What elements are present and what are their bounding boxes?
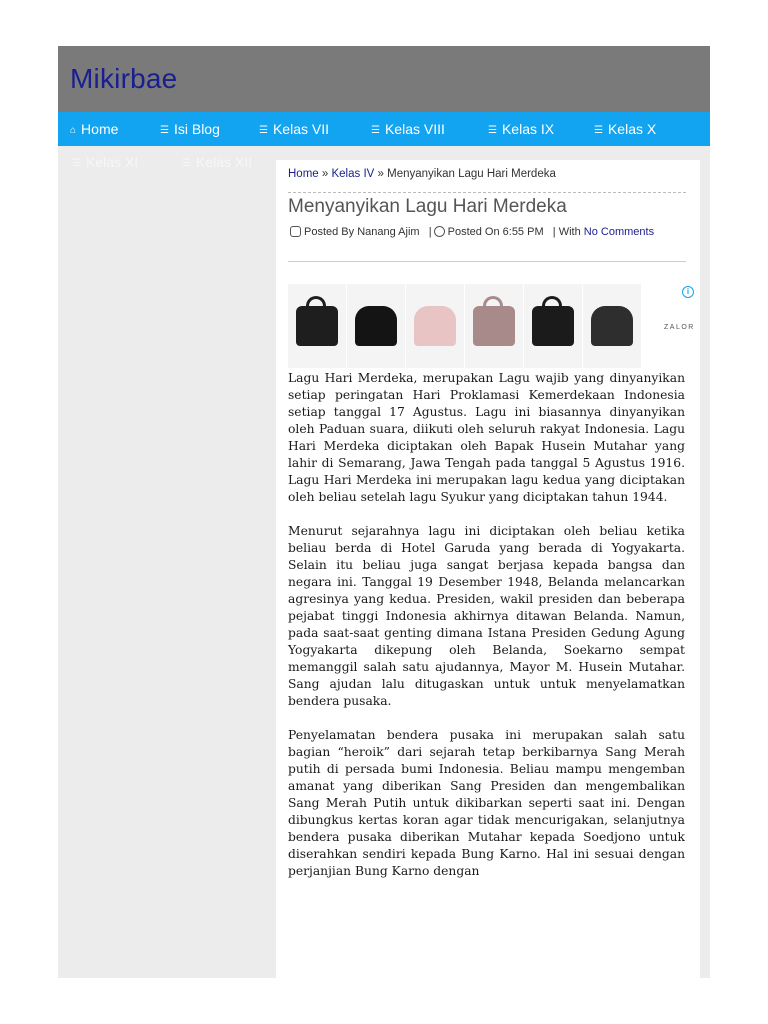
clock-icon xyxy=(434,226,445,237)
nav-item-label: Home xyxy=(81,121,119,137)
list-icon: ☰ xyxy=(160,125,169,136)
nav-item-label: Kelas IX xyxy=(501,121,555,137)
backpack-icon xyxy=(591,306,633,346)
ad-product[interactable] xyxy=(347,284,406,368)
site-header xyxy=(58,46,710,112)
product-ad-banner[interactable] xyxy=(288,284,700,368)
with-label: | With xyxy=(552,226,581,238)
post-content xyxy=(276,160,700,978)
meta-divider xyxy=(288,261,686,262)
article-paragraph: Lagu Hari Merdeka, merupakan Lagu wajib yang dinyanyikan setiap peringatan Hari Proklamasi Kemerdekaan Indonesia setiap tanggal 17 Agustus. Lagu ini biasannya dinyanyikan oleh Paduan suara, diikuti oleh seluruh rakyat Indonesia. Lagu Hari Merdeka diciptakan oleh Bapak Husein Mutahar yang lahir di Semarang, Jawa Tengah pada tanggal 5 Agustus 1916. Lagu Hari Merdeka ini merupakan lagu kedua yang diciptakan oleh beliau setelah lagu Syukur yang diciptakan tahun 1944. xyxy=(288,371,685,504)
info-icon[interactable]: i xyxy=(682,286,694,298)
list-icon: ☰ xyxy=(594,125,603,136)
nav-item-label: Kelas X xyxy=(607,121,657,137)
list-icon: ☰ xyxy=(259,125,268,136)
list-icon: ☰ xyxy=(488,125,497,136)
posted-by: Posted By Nanang Ajim xyxy=(304,226,420,238)
ad-product[interactable] xyxy=(583,284,642,368)
ad-product[interactable] xyxy=(524,284,583,368)
nav-item-label: Kelas VIII xyxy=(384,121,445,137)
nav-item-kelas-viii[interactable] xyxy=(371,112,445,146)
bag-icon xyxy=(296,306,338,346)
nav-item-home[interactable] xyxy=(70,112,118,146)
comments-link[interactable]: No Comments xyxy=(583,226,655,238)
list-icon: ☰ xyxy=(182,158,191,169)
author-icon xyxy=(290,226,301,237)
ad-product[interactable] xyxy=(406,284,465,368)
bag-icon xyxy=(532,306,574,346)
backpack-icon xyxy=(414,306,456,346)
backpack-icon xyxy=(355,306,397,346)
breadcrumb xyxy=(288,168,686,193)
nav-item-isi-blog[interactable] xyxy=(160,112,220,146)
nav-item-label: Kelas VII xyxy=(272,121,329,137)
list-icon: ☰ xyxy=(371,125,380,136)
breadcrumb-separator: » xyxy=(374,168,388,180)
ad-product[interactable] xyxy=(288,284,347,368)
nav-item-kelas-x[interactable] xyxy=(594,112,656,146)
article-body xyxy=(288,370,685,897)
post-title: Menyanyikan Lagu Hari Merdeka xyxy=(288,196,567,217)
bag-icon xyxy=(473,306,515,346)
article-paragraph: Penyelamatan bendera pusaka ini merupakan salah satu bagian “heroik” dari sejarah tetap berkibarnya Sang Merah putih di persada bumi Indonesia. Beliau mampu mengemban amanat yang diberikan Sang Presiden dan mengembalikan Sang Merah Putih untuk dikibarkan seperti saat ini. Dengan dibungkus kertas koran agar tidak mencurigakan, selanjutnya bendera pusaka diberikan Mutahar kepada Soedjono untuk diserahkan sendiri kepada Bung Karno. Hal ini sesuai dengan perjanjian Bung Karno dengan xyxy=(288,728,685,878)
breadcrumb-current: Menyanyikan Lagu Hari Merdeka xyxy=(387,168,556,180)
home-icon: ⌂ xyxy=(70,125,77,136)
nav-item-kelas-xii[interactable] xyxy=(182,146,252,178)
ad-product[interactable] xyxy=(465,284,524,368)
post-meta xyxy=(288,226,688,238)
breadcrumb-category-link[interactable]: Kelas IV xyxy=(331,168,375,180)
breadcrumb-separator: » xyxy=(318,168,332,180)
nav-item-label: Isi Blog xyxy=(173,121,220,137)
site-title[interactable]: Mikirbae xyxy=(70,63,178,94)
nav-item-label: Kelas XII xyxy=(195,154,252,170)
nav-item-kelas-vii[interactable] xyxy=(259,112,329,146)
breadcrumb-home-link[interactable]: Home xyxy=(288,168,319,180)
nav-item-kelas-xi[interactable] xyxy=(72,146,138,178)
meta-separator: | xyxy=(428,226,432,238)
nav-item-kelas-ix[interactable] xyxy=(488,112,554,146)
page-frame xyxy=(58,46,710,978)
nav-item-label: Kelas XI xyxy=(85,154,139,170)
article-paragraph: Menurut sejarahnya lagu ini diciptakan oleh beliau ketika beliau berda di Hotel Garuda yang berada di Yogyakarta. Selain itu beliau juga sangat berjasa kepada bangsa dan negara ini. Tanggal 19 Desember 1948, Belanda melancarkan agresinya yang kedua. Presiden, wakil presiden dan beberapa pejabat tinggi Indonesia akhirnya ditawan Belanda. Namun, pada saat-saat genting dimana Istana Presiden Gedung Agung Yogyakarta dikepung oleh Belanda, Soekarno sempat memanggil salah satu ajudannya, Mayor M. Husein Mutahar. Sang ajudan lalu ditugaskan untuk untuk menyelamatkan bendera pusaka. xyxy=(288,524,685,708)
main-nav xyxy=(58,112,710,146)
ad-brand: ZALOR xyxy=(664,324,695,331)
posted-on: Posted On 6:55 PM xyxy=(447,226,544,238)
list-icon: ☰ xyxy=(72,158,81,169)
